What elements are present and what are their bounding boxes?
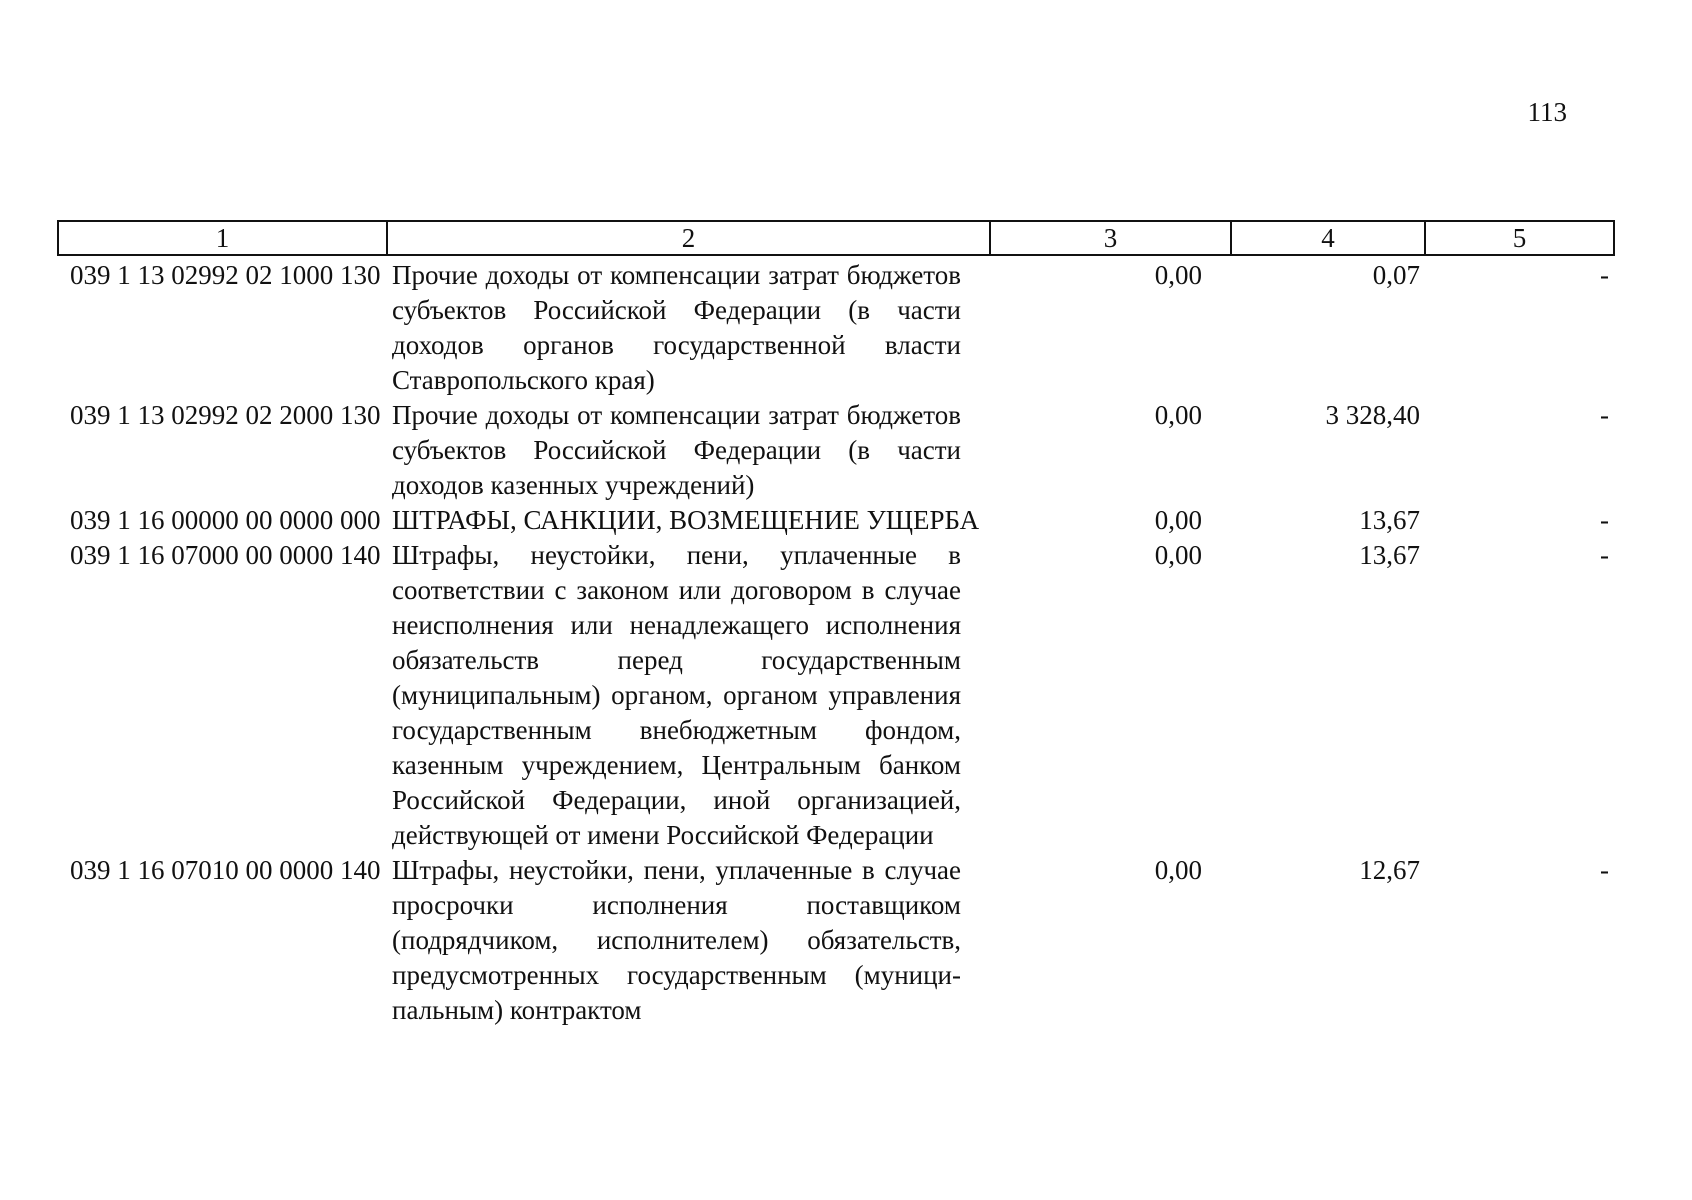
header-col-2: 2 bbox=[387, 221, 990, 255]
value-col-3: 0,00 bbox=[1154, 855, 1202, 885]
budget-code: 039 1 13 02992 02 2000 130 bbox=[70, 400, 381, 430]
value-col-5: - bbox=[1600, 260, 1609, 290]
value-col-4: 13,67 bbox=[1359, 540, 1420, 570]
value-col-4: 3 328,40 bbox=[1325, 400, 1420, 430]
row-description: Прочие доходы от компенсации затрат бюджетов субъектов Российской Федерации (в части доходов казенных учреждений) bbox=[392, 400, 961, 500]
row-description: Штрафы, неустойки, пени, уплаченные в соответствии с законом или договором в случае неисполнения или ненадлежащего исполнения обязательств перед государственным (муниципальным) органом, органом управления государственным внебюджетным фондом, казенным учреждением, Центральным банком Российской Федерации, иной организацией, действующей от имени Российской Федерации bbox=[392, 540, 961, 850]
value-col-5: - bbox=[1600, 540, 1609, 570]
row-description: Прочие доходы от компенсации затрат бюджетов субъектов Российской Федерации (в части доходов органов государственной власти Ставропольского края) bbox=[392, 260, 961, 395]
value-col-4: 13,67 bbox=[1359, 505, 1420, 535]
page-number: 113 bbox=[1527, 97, 1567, 127]
table-row bbox=[57, 503, 1613, 538]
table-body bbox=[57, 258, 1613, 1028]
table-row bbox=[57, 538, 1613, 853]
value-col-5: - bbox=[1600, 855, 1609, 885]
budget-code: 039 1 16 00000 00 0000 000 bbox=[70, 505, 381, 535]
value-col-3: 0,00 bbox=[1154, 540, 1202, 570]
table-row bbox=[57, 258, 1613, 398]
header-col-4: 4 bbox=[1231, 221, 1425, 255]
value-col-5: - bbox=[1600, 505, 1609, 535]
value-col-3: 0,00 bbox=[1154, 505, 1202, 535]
header-row bbox=[58, 221, 1614, 255]
budget-code: 039 1 13 02992 02 1000 130 bbox=[70, 260, 381, 290]
header-col-3: 3 bbox=[990, 221, 1231, 255]
row-description: ШТРАФЫ, САНКЦИИ, ВОЗМЕЩЕНИЕ УЩЕРБА bbox=[392, 505, 980, 535]
header-col-5: 5 bbox=[1425, 221, 1614, 255]
table-header bbox=[57, 220, 1615, 256]
budget-code: 039 1 16 07010 00 0000 140 bbox=[70, 855, 381, 885]
header-col-1: 1 bbox=[58, 221, 387, 255]
value-col-3: 0,00 bbox=[1154, 400, 1202, 430]
value-col-3: 0,00 bbox=[1154, 260, 1202, 290]
value-col-4: 12,67 bbox=[1359, 855, 1420, 885]
table-row bbox=[57, 398, 1613, 503]
budget-code: 039 1 16 07000 00 0000 140 bbox=[70, 540, 381, 570]
value-col-4: 0,07 bbox=[1372, 260, 1420, 290]
row-description: Штрафы, неустойки, пени, уплаченные в случае просрочки исполнения поставщиком (подрядчиком, исполнителем) обязательств, предусмотренных государственным (муници-пальным) контрактом bbox=[392, 855, 961, 1025]
table-row bbox=[57, 853, 1613, 1028]
value-col-5: - bbox=[1600, 400, 1609, 430]
